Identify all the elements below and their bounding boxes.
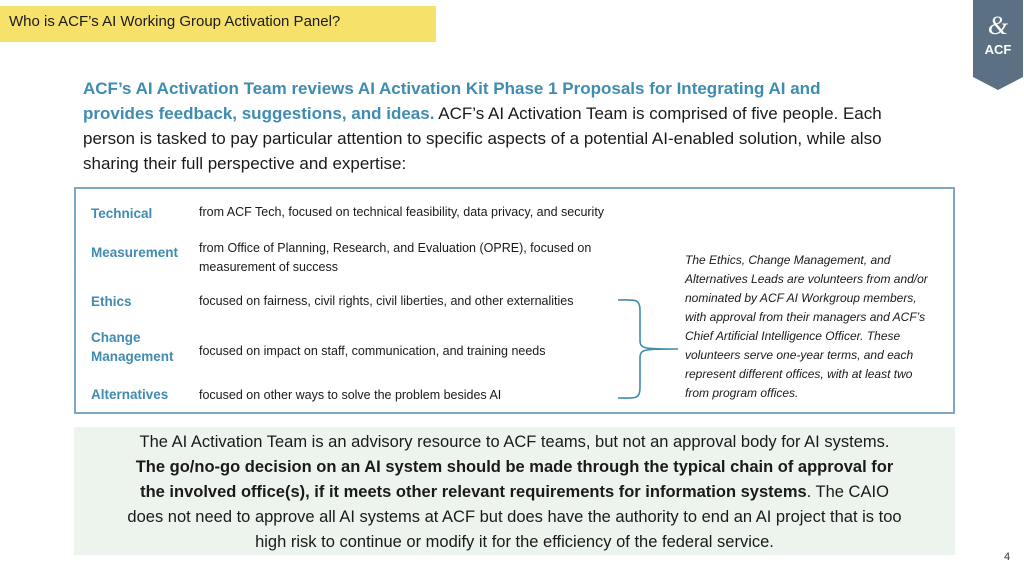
note-line-6: volunteers serve one-year terms, and each [685, 348, 914, 362]
callout-line-5: high risk to continue or modify it for the efficiency of the federal service. [255, 533, 774, 551]
role-change-management-description: focused on impact on staff, communication, and training needs [199, 344, 546, 358]
role-ethics-description: focused on fairness, civil rights, civil liberties, and other externalities [199, 294, 574, 308]
callout-line-4: does not need to approve all AI systems at ACF but does have the authority to end an AI project that is too [127, 508, 902, 526]
callout-bold-2: The go/no-go decision on an AI system should be made through the typical chain of approval for [135, 458, 894, 476]
slide-title-bar [0, 6, 436, 42]
intro-lead-bold-1: ACF’s AI Activation Team reviews AI Activation Kit Phase 1 Proposals for Integrating AI and [83, 79, 821, 98]
right-brace-icon [616, 296, 688, 402]
role-alternatives: Alternatives [91, 387, 169, 402]
note-line-2: Alternatives Leads are volunteers from and/or [685, 272, 928, 286]
role-alternatives-description: focused on other ways to solve the problem besides AI [199, 388, 502, 402]
note-line-4: with approval from their managers and ACF’s [685, 310, 926, 324]
intro-line-2 [83, 101, 923, 126]
role-change-management-line-2: Management [91, 349, 174, 364]
intro-paragraph [83, 76, 923, 176]
callout-bold-3: the involved office(s), if it meets other relevant requirements for information systems [140, 483, 807, 501]
role-measurement-description-line-2: measurement of success [199, 260, 338, 274]
logo-text: ACF [984, 42, 1012, 57]
role-measurement-description [199, 239, 591, 277]
callout-rest-3: . The CAIO [806, 483, 889, 501]
role-change-management-line-1: Change [91, 330, 141, 345]
role-measurement: Measurement [91, 245, 179, 260]
role-ethics: Ethics [91, 294, 132, 309]
note-line-8: from program offices. [685, 386, 799, 400]
volunteer-note [685, 251, 947, 403]
intro-line-1 [83, 76, 923, 101]
note-line-7: represent different offices, with at least two [685, 367, 913, 381]
callout-line-1: The AI Activation Team is an advisory resource to ACF teams, but not an approval body for AI systems. [139, 433, 890, 451]
intro-lead-bold-2: provides feedback, suggestions, and ideas. [83, 104, 435, 123]
role-change-management [91, 328, 174, 366]
callout-line-3 [82, 480, 947, 505]
role-technical: Technical [91, 206, 153, 221]
acf-logo [973, 0, 1023, 92]
slide-title: Who is ACF’s AI Working Group Activation Panel? [9, 13, 341, 30]
logo-ampersand: & [987, 11, 1009, 40]
note-line-3: nominated by ACF AI Workgroup members, [685, 291, 917, 305]
role-measurement-description-line-1: from Office of Planning, Research, and Evaluation (OPRE), focused on [199, 241, 592, 255]
page-number: 4 [1004, 551, 1011, 563]
note-line-1: The Ethics, Change Management, and [685, 253, 891, 267]
role-technical-description: from ACF Tech, focused on technical feasibility, data privacy, and security [199, 205, 605, 219]
intro-line-4: sharing their full perspective and expertise: [83, 154, 407, 173]
intro-rest-2: ACF’s AI Activation Team is comprised of five people. Each [434, 104, 882, 123]
callout-line-2 [82, 455, 947, 480]
approval-callout [74, 427, 955, 555]
intro-line-3: person is tasked to pay particular attention to specific aspects of a potential AI-enabled solution, while also [83, 129, 882, 148]
roles-panel [74, 187, 955, 414]
note-line-5: Chief Artificial Intelligence Officer. These [685, 329, 901, 343]
